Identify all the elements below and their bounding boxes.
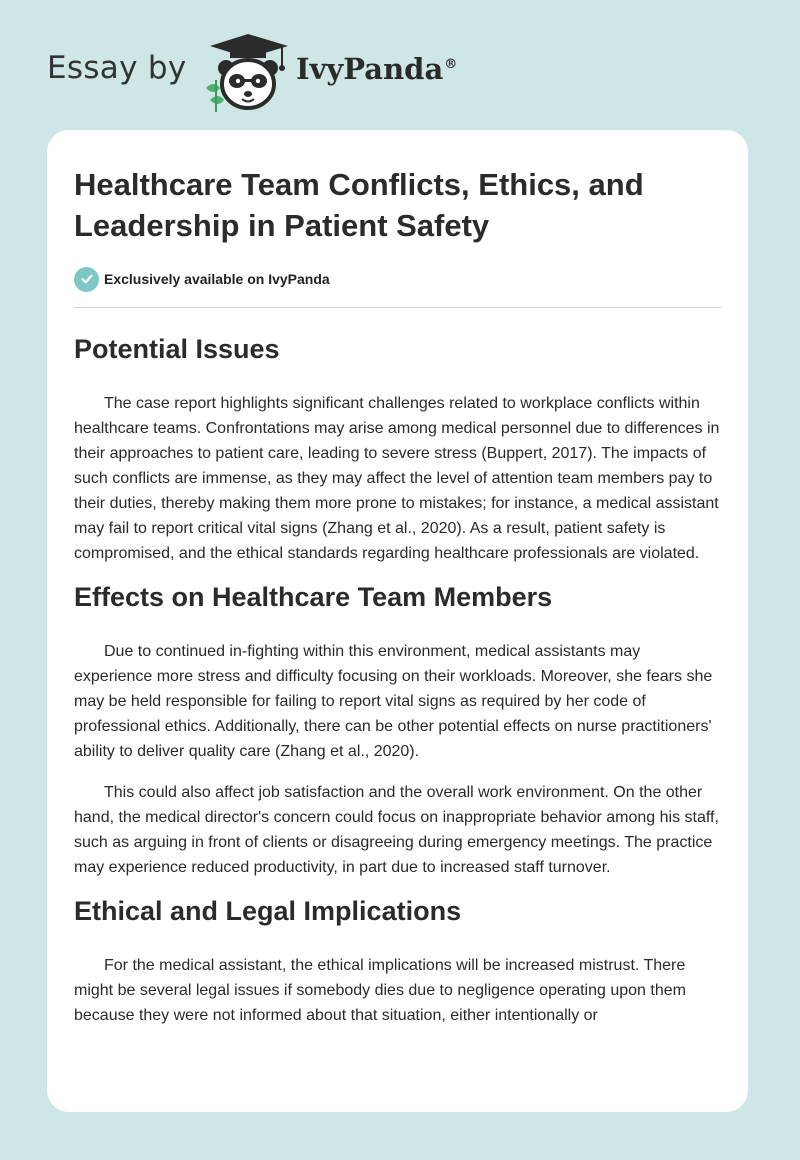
site-header <box>0 0 800 120</box>
section-potential-issues <box>74 332 721 566</box>
brand-name[interactable] <box>296 52 457 86</box>
panda-graduate-icon[interactable] <box>200 32 292 112</box>
registered-mark: ® <box>444 57 458 73</box>
paragraph: The case report highlights significant challenges related to workplace conflicts within healthcare teams. Confrontations may arise among medical personnel due to differences in their approaches to patient care, leading to severe stress (Buppert, 2017). The impacts of such conflicts are immense, as they may affect the level of attention team members pay to their duties, thereby making them more prone to mistakes; for instance, a medical assistant may fail to report critical vital signs (Zhang et al., 2020). As a result, patient safety is compromised, and the ethical standards regarding healthcare professionals are violated. <box>74 395 720 562</box>
section-heading: Ethical and Legal Implications <box>74 896 462 926</box>
brand-prefix: Essay by <box>47 50 187 86</box>
page-title: Healthcare Team Conflicts, Ethics, and Leadership in Patient Safety <box>74 167 644 243</box>
paragraph: For the medical assistant, the ethical implications will be increased mistrust. There might be several legal issues if somebody dies due to negligence operating upon them because they were not informed about that situation, either intentionally or <box>74 957 686 1024</box>
section-ethical-legal <box>74 894 721 1028</box>
check-icon <box>74 267 99 292</box>
divider <box>74 307 722 308</box>
section-heading: Effects on Healthcare Team Members <box>74 582 553 612</box>
badge-label: Exclusively available on IvyPanda <box>104 271 330 287</box>
paragraph: This could also affect job satisfaction and the overall work environment. On the other hand, the medical director's concern could focus on inappropriate behavior among his staff, such as arguing in front of clients or disagreeing during emergency meetings. The practice may experience reduced productivity, in part due to increased staff turnover. <box>74 784 719 876</box>
section-heading: Potential Issues <box>74 334 280 364</box>
brand-name-text: IvyPanda <box>296 52 444 86</box>
essay-card <box>47 130 748 1112</box>
paragraph: Due to continued in-fighting within this environment, medical assistants may experience more stress and difficulty focusing on their workloads. Moreover, she fears she may be held responsible for failing to report vital signs as required by her code of professional ethics. Additionally, there can be other potential effects on nurse practitioners' ability to deliver quality care (Zhang et al., 2020). <box>74 643 713 760</box>
exclusive-badge <box>74 265 721 293</box>
section-effects <box>74 580 721 880</box>
